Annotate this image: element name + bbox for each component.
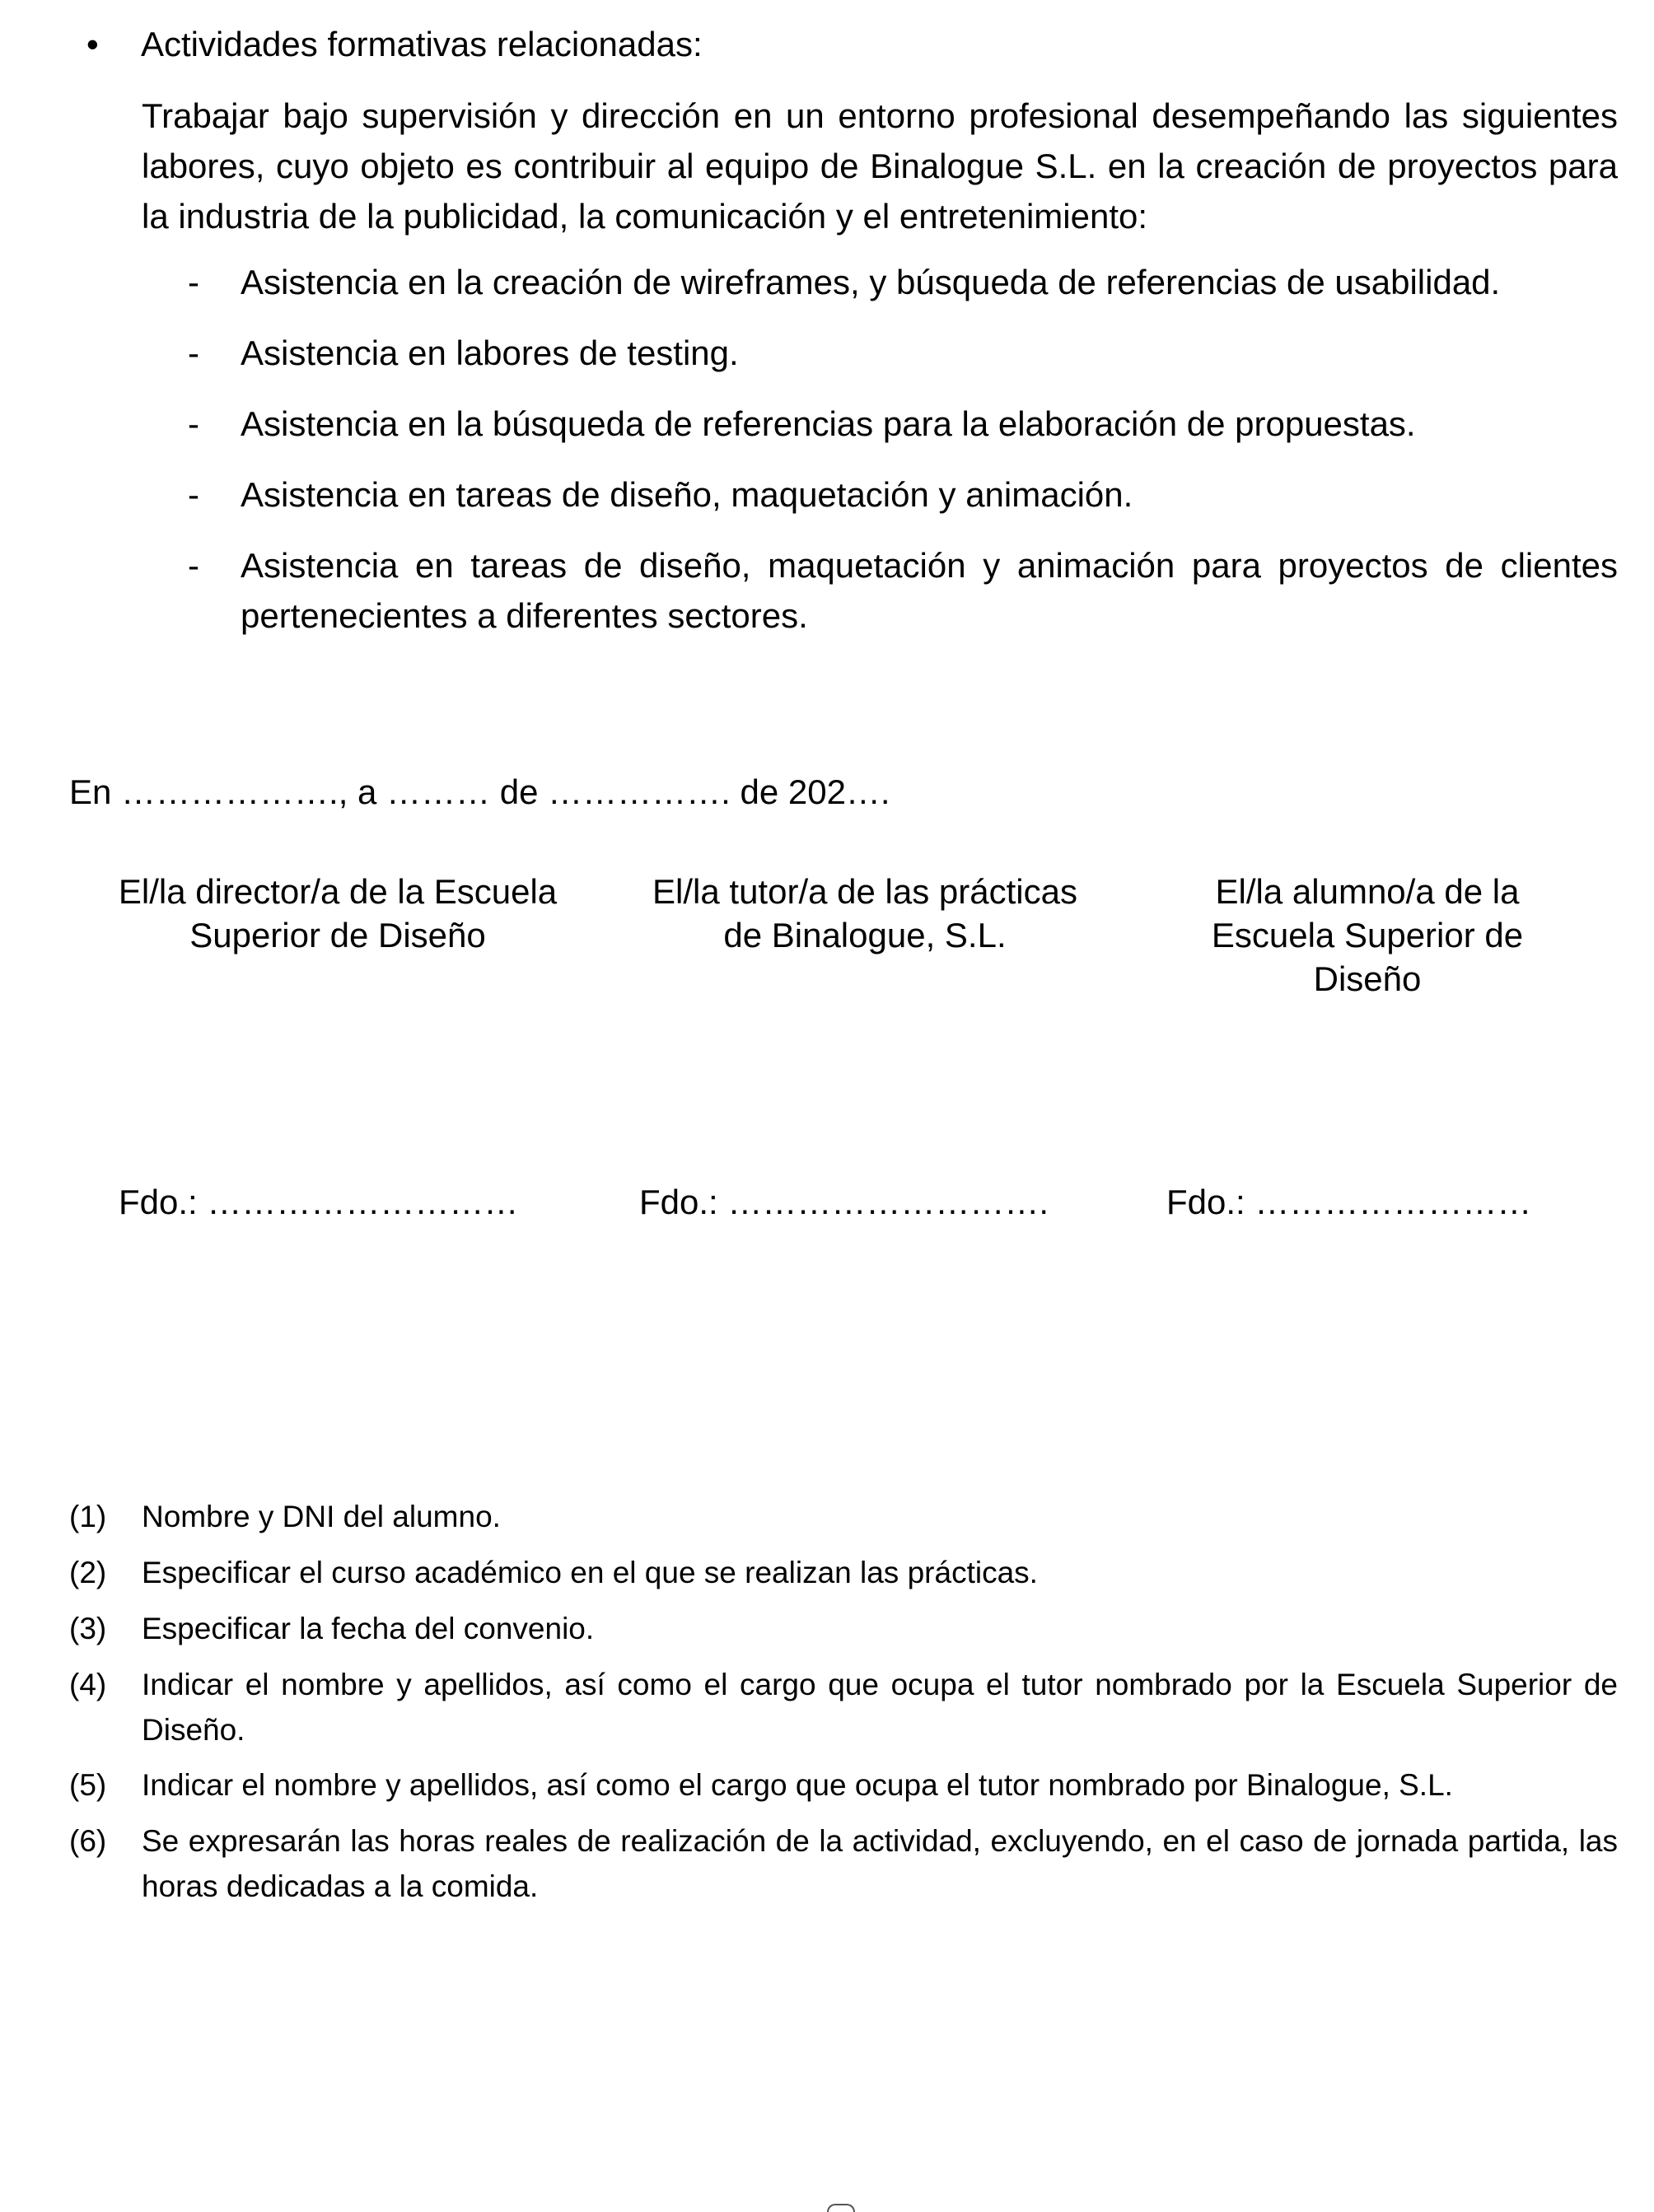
activities-heading: Actividades formativas relacionadas: — [141, 25, 703, 63]
footnote-number: (3) — [69, 1612, 107, 1645]
signature-director-line2: Superior de Diseño — [189, 916, 486, 954]
signature-student-line3: Diseño — [1313, 959, 1422, 998]
footnote-number: (5) — [69, 1768, 107, 1802]
signature-tutor-line2: de Binalogue, S.L. — [723, 916, 1007, 954]
footnote-text: Indicar el nombre y apellidos, así como el cargo que ocupa el tutor nombrado por la Escuela Superior de Diseño. — [142, 1668, 1618, 1747]
signature-director-fdo: Fdo.: ……………………… — [119, 1183, 519, 1221]
bullet-icon: • — [86, 25, 99, 63]
activities-intro: Trabajar bajo supervisión y dirección en un entorno profesional desempeñando las siguientes labores, cuyo objeto es contribuir al equipo de Binalogue S.L. en la creación de proyectos para la industria de la publicidad, la comunicación y el entretenimiento: — [142, 96, 1618, 236]
signature-director-title — [82, 870, 593, 957]
page-number-fragment — [827, 2204, 855, 2212]
signature-student-line1: El/la alumno/a de la — [1215, 872, 1520, 911]
signature-tutor-fdo: Fdo.: ………………………. — [639, 1183, 1049, 1221]
signature-director-line1: El/la director/a de la Escuela — [118, 872, 558, 911]
list-item-text: Asistencia en la creación de wireframes, y búsqueda de referencias de usabilidad. — [241, 263, 1501, 301]
footnote-text: Indicar el nombre y apellidos, así como el cargo que ocupa el tutor nombrado por Binalogue, S.L. — [142, 1768, 1453, 1802]
dash-icon: - — [188, 475, 199, 514]
signature-student-fdo: Fdo.: …………………… — [1166, 1183, 1532, 1221]
dash-icon: - — [188, 404, 199, 443]
signature-student-title — [1153, 870, 1582, 1001]
list-item-text: Asistencia en tareas de diseño, maquetación y animación. — [241, 475, 1133, 514]
footnote-number: (1) — [69, 1500, 107, 1533]
list-item-text: Asistencia en la búsqueda de referencias para la elaboración de propuestas. — [241, 404, 1416, 443]
signature-student-line2: Escuela Superior de — [1211, 916, 1524, 954]
dash-icon: - — [188, 334, 199, 372]
footnote-text: Especificar la fecha del convenio. — [142, 1612, 595, 1645]
dash-icon: - — [188, 546, 199, 585]
footnote-text: Especificar el curso académico en el que se realizan las prácticas. — [142, 1556, 1038, 1589]
list-item-text: Asistencia en labores de testing. — [241, 334, 739, 372]
signature-tutor-title — [610, 870, 1120, 957]
list-item-text: Asistencia en tareas de diseño, maquetación y animación para proyectos de clientes pertenecientes a diferentes sectores. — [241, 546, 1618, 635]
footnote-text: Nombre y DNI del alumno. — [142, 1500, 501, 1533]
signature-tutor-line1: El/la tutor/a de las prácticas — [652, 872, 1077, 911]
footnote-number: (6) — [69, 1824, 107, 1858]
footnote-text: Se expresarán las horas reales de realización de la actividad, excluyendo, en el caso de jornada partida, las horas dedicadas a la comida. — [142, 1824, 1618, 1903]
footnote-number: (4) — [69, 1668, 107, 1701]
dash-icon: - — [188, 263, 199, 301]
footnote-number: (2) — [69, 1556, 107, 1589]
place-date-line: En ………………., a ……… de ……………. de 202…. — [69, 772, 890, 811]
